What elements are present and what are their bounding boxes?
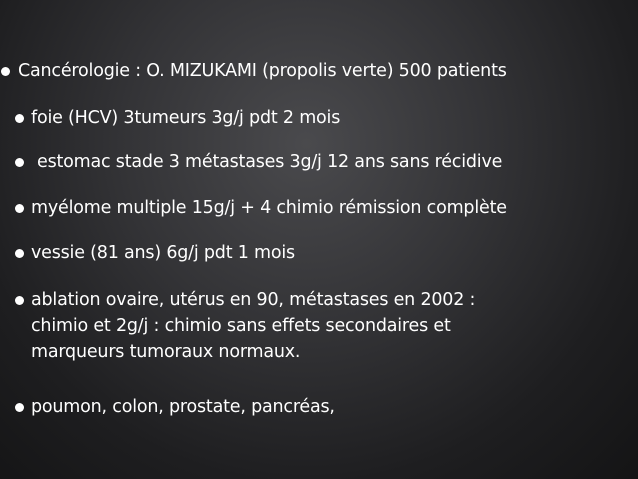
sub-bullet-text: myélome multiple 15g/j + 4 chimio rémission complète [31,198,507,218]
bullet-icon [15,204,24,213]
sub-bullet-text: vessie (81 ans) 6g/j pdt 1 mois [31,243,295,263]
sub-bullet-item [15,287,475,365]
bullet-icon [15,296,24,305]
bullet-icon [15,403,24,412]
bullet-icon [1,67,10,76]
sub-bullet-item [15,395,335,419]
sub-bullet-text: foie (HCV) 3tumeurs 3g/j pdt 2 mois [31,108,341,128]
bullet-icon [15,114,24,123]
sub-bullet-text: ablation ovaire, utérus en 90, métastases en 2002 : chimio et 2g/j : chimio sans effets secondaires et marqueurs tumoraux normaux. [31,290,476,362]
bullet-icon [15,158,24,167]
sub-bullet-text: poumon, colon, prostate, pancréas, [31,397,335,417]
sub-bullet-item [15,196,507,220]
sub-bullet-text: estomac stade 3 métastases 3g/j 12 ans sans récidive [37,152,503,172]
main-bullet-item [1,59,507,83]
main-bullet-text: Cancérologie : O. MIZUKAMI (propolis verte) 500 patients [18,61,507,81]
sub-bullet-item [15,106,340,130]
sub-bullet-item [15,241,295,265]
sub-bullet-item [15,150,502,174]
bullet-icon [15,249,24,258]
